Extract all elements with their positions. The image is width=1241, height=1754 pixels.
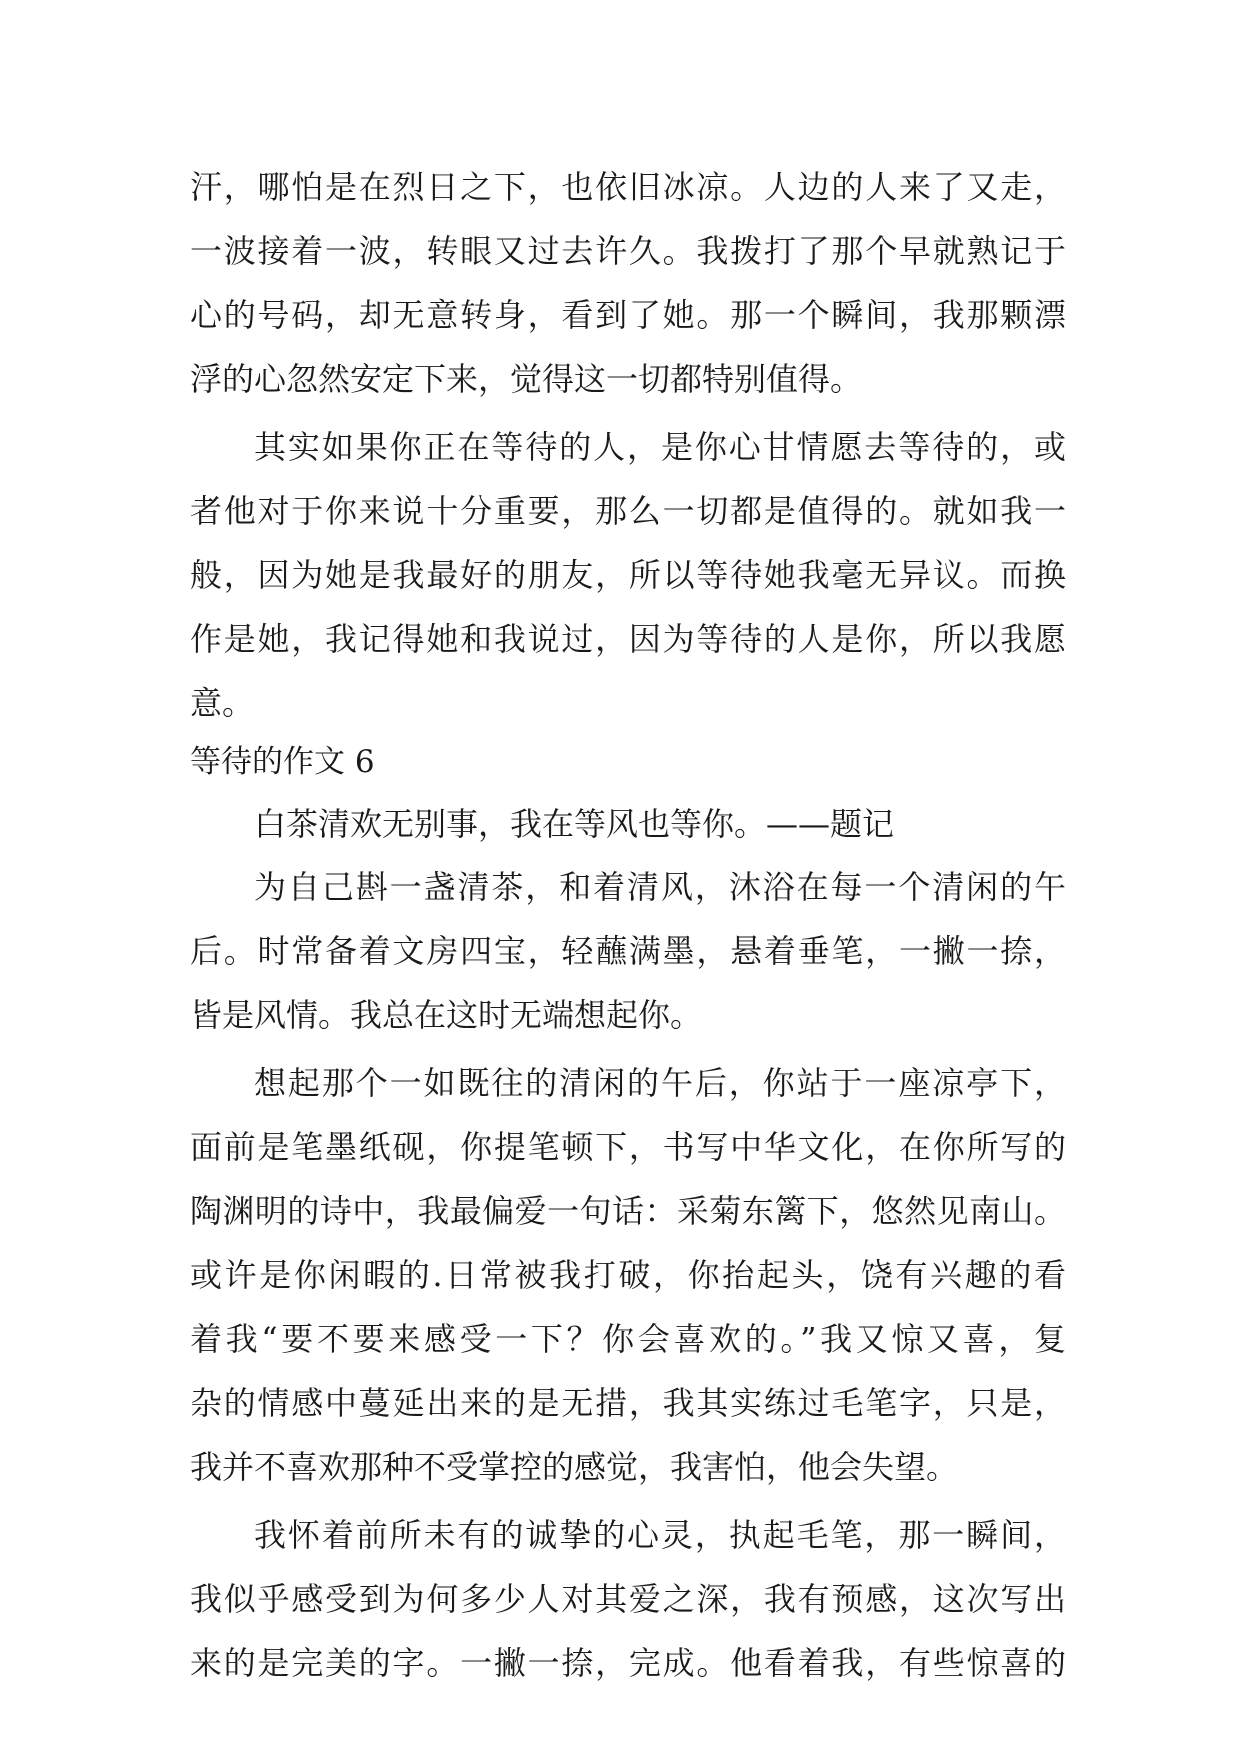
paragraph-line: 想起那个一如既往的清闲的午后，你站于一座凉亭下， [254, 1064, 1066, 1102]
paragraph-line: 其实如果你正在等待的人，是你心甘情愿去等待的，或 [254, 428, 1066, 466]
paragraph-line: 面前是笔墨纸砚，你提笔顿下，书写中华文化，在你所写的 [190, 1128, 1066, 1166]
paragraph-line: 浮的心忽然安定下来，觉得这一切都特别值得。 [190, 360, 863, 398]
section-heading: 等待的作文 6 [190, 744, 375, 780]
paragraph-line: 心的号码，却无意转身，看到了她。那一个瞬间，我那颗漂 [190, 296, 1066, 334]
paragraph-line: 我怀着前所未有的诚挚的心灵，执起毛笔，那一瞬间， [254, 1516, 1066, 1554]
paragraph-line: 后。时常备着文房四宝，轻蘸满墨，悬着垂笔，一撇一捺， [190, 932, 1066, 970]
paragraph-line: 杂的情感中蔓延出来的是无措，我其实练过毛笔字，只是， [190, 1384, 1066, 1422]
paragraph-line: 般，因为她是我最好的朋友，所以等待她我毫无异议。而换 [190, 556, 1066, 594]
paragraph-line: 我似乎感受到为何多少人对其爱之深，我有预感，这次写出 [190, 1580, 1066, 1618]
paragraph-line: 着我“要不要来感受一下？你会喜欢的。”我又惊又喜，复 [190, 1320, 1066, 1358]
paragraph-line: 者他对于你来说十分重要，那么一切都是值得的。就如我一 [190, 492, 1066, 530]
epigraph-line: 白茶清欢无别事，我在等风也等你。——题记 [254, 805, 895, 843]
paragraph-line: 汗，哪怕是在烈日之下，也依旧冰凉。人边的人来了又走， [190, 168, 1066, 206]
paragraph-line: 意。 [190, 684, 255, 722]
paragraph-line: 一波接着一波，转眼又过去许久。我拨打了那个早就熟记于 [190, 232, 1066, 270]
paragraph-line: 皆是风情。我总在这时无端想起你。 [190, 996, 703, 1034]
paragraph-line: 来的是完美的字。一撇一捺，完成。他看着我，有些惊喜的 [190, 1644, 1066, 1682]
paragraph-line: 陶渊明的诗中，我最偏爱一句话：采菊东篱下，悠然见南山。 [190, 1192, 1066, 1230]
paragraph-line: 作是她，我记得她和我说过，因为等待的人是你，所以我愿 [190, 620, 1066, 658]
paragraph-line: 为自己斟一盏清茶，和着清风，沐浴在每一个清闲的午 [254, 868, 1066, 906]
paragraph-line: 我并不喜欢那种不受掌控的感觉，我害怕，他会失望。 [190, 1448, 959, 1486]
paragraph-line: 或许是你闲暇的.日常被我打破，你抬起头，饶有兴趣的看 [190, 1256, 1066, 1294]
